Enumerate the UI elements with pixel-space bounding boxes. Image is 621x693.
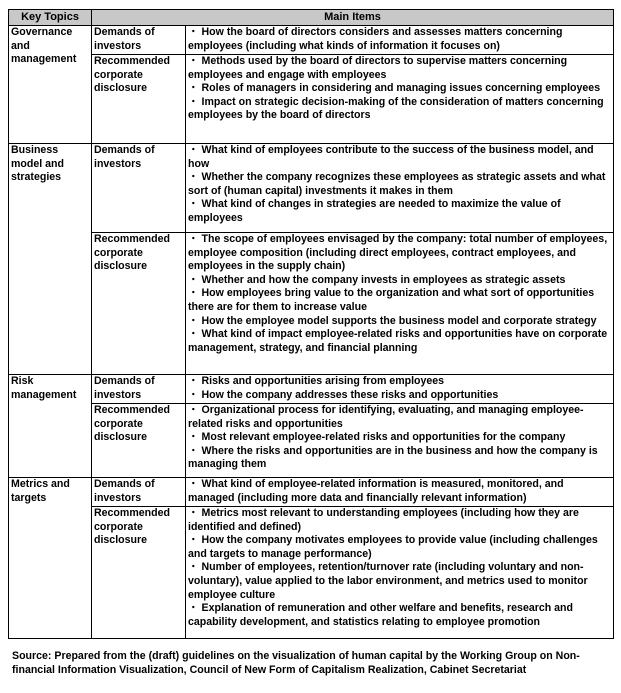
list-item: ・ Impact on strategic decision-making of the consideration of matters concerning employees by the board of directors <box>188 95 604 122</box>
table-row <box>9 144 614 233</box>
table-row <box>9 55 614 144</box>
topic-cell: Governance and management <box>9 26 92 144</box>
table-row <box>9 375 614 404</box>
items-cell <box>186 233 614 375</box>
header-key-topics: Key Topics <box>9 10 92 26</box>
items-cell <box>186 404 614 478</box>
list-item: ・ How the board of directors considers and assesses matters concerning employees (including what kinds of information it focuses on) <box>188 26 563 52</box>
list-item: ・ Where the risks and opportunities are in the business and how the company is managing them <box>188 444 598 471</box>
category-cell: Recommended corporate disclosure <box>92 233 186 375</box>
table-row <box>9 507 614 639</box>
topic-cell: Business model and strategies <box>9 144 92 375</box>
list-item: ・ What kind of impact employee-related risks and opportunities have on corporate management, strategy, and financial planning <box>188 328 608 354</box>
list-item: ・ How the company motivates employees to provide value (including challenges and targets to manage performance) <box>188 534 598 560</box>
source-note: Source: Prepared from the (draft) guidelines on the visualization of human capital by the Working Group on Non-financial Information Visualization, Council of New Form of Capitalism Realization, Cabinet Secretariat <box>12 650 580 676</box>
items-cell <box>186 144 614 233</box>
table-row <box>9 233 614 375</box>
list-item: ・ How the employee model supports the business model and corporate strategy <box>188 314 597 327</box>
list-item: ・ What kind of employee-related information is measured, monitored, and managed (including more data and financially relevant information) <box>188 478 564 504</box>
category-cell: Recommended corporate disclosure <box>92 507 186 639</box>
table-header-row <box>9 10 614 26</box>
list-item: ・ Number of employees, retention/turnover rate (including voluntary and non-voluntary), value applied to the labor environment, and metrics used to monitor employee culture <box>188 561 588 601</box>
list-item: ・ Whether and how the company invests in employees as strategic assets <box>188 273 566 286</box>
list-item: ・ How employees bring value to the organization and what sort of opportunities there are for them to increase value <box>188 287 595 313</box>
list-item: ・ What kind of employees contribute to the success of the business model, and how <box>188 144 594 170</box>
items-cell <box>186 478 614 507</box>
items-cell <box>186 55 614 144</box>
topic-cell: Risk management <box>9 375 92 478</box>
header-main-items: Main Items <box>92 10 614 26</box>
list-item: ・ Whether the company recognizes these employees as strategic assets and what sort of (human capital) investments it makes in them <box>188 171 606 197</box>
list-item: ・ Roles of managers in considering and managing issues concerning employees <box>188 82 601 95</box>
items-cell <box>186 26 614 55</box>
category-cell: Demands of investors <box>92 375 186 404</box>
table-row <box>9 478 614 507</box>
list-item: ・ Metrics most relevant to understanding employees (including how they are identified and defined) <box>188 507 579 533</box>
list-item: ・ Methods used by the board of directors to supervise matters concerning employees and engage with employees <box>188 55 568 81</box>
list-item: ・ The scope of employees envisaged by the company: total number of employees, employee composition (including direct employees, contract employees, and employees in the supply chain) <box>188 233 608 273</box>
items-cell <box>186 375 614 404</box>
list-item: ・ Most relevant employee-related risks and opportunities for the company <box>188 431 566 444</box>
table-row <box>9 26 614 55</box>
list-item: ・ Organizational process for identifying, evaluating, and managing employee-related risks and opportunities <box>188 404 584 430</box>
topic-cell: Metrics and targets <box>9 478 92 639</box>
table-row <box>9 404 614 478</box>
category-cell: Recommended corporate disclosure <box>92 404 186 478</box>
list-item: ・ How the company addresses these risks and opportunities <box>188 388 499 401</box>
list-item: ・ Risks and opportunities arising from employees <box>188 375 445 387</box>
category-cell: Demands of investors <box>92 144 186 233</box>
category-cell: Demands of investors <box>92 478 186 507</box>
category-cell: Demands of investors <box>92 26 186 55</box>
items-cell <box>186 507 614 639</box>
human-capital-table <box>8 9 614 639</box>
category-cell: Recommended corporate disclosure <box>92 55 186 144</box>
list-item: ・ Explanation of remuneration and other welfare and benefits, research and capability development, and statistics relating to employee promotion <box>188 602 573 628</box>
list-item: ・ What kind of changes in strategies are needed to maximize the value of employees <box>188 198 561 224</box>
